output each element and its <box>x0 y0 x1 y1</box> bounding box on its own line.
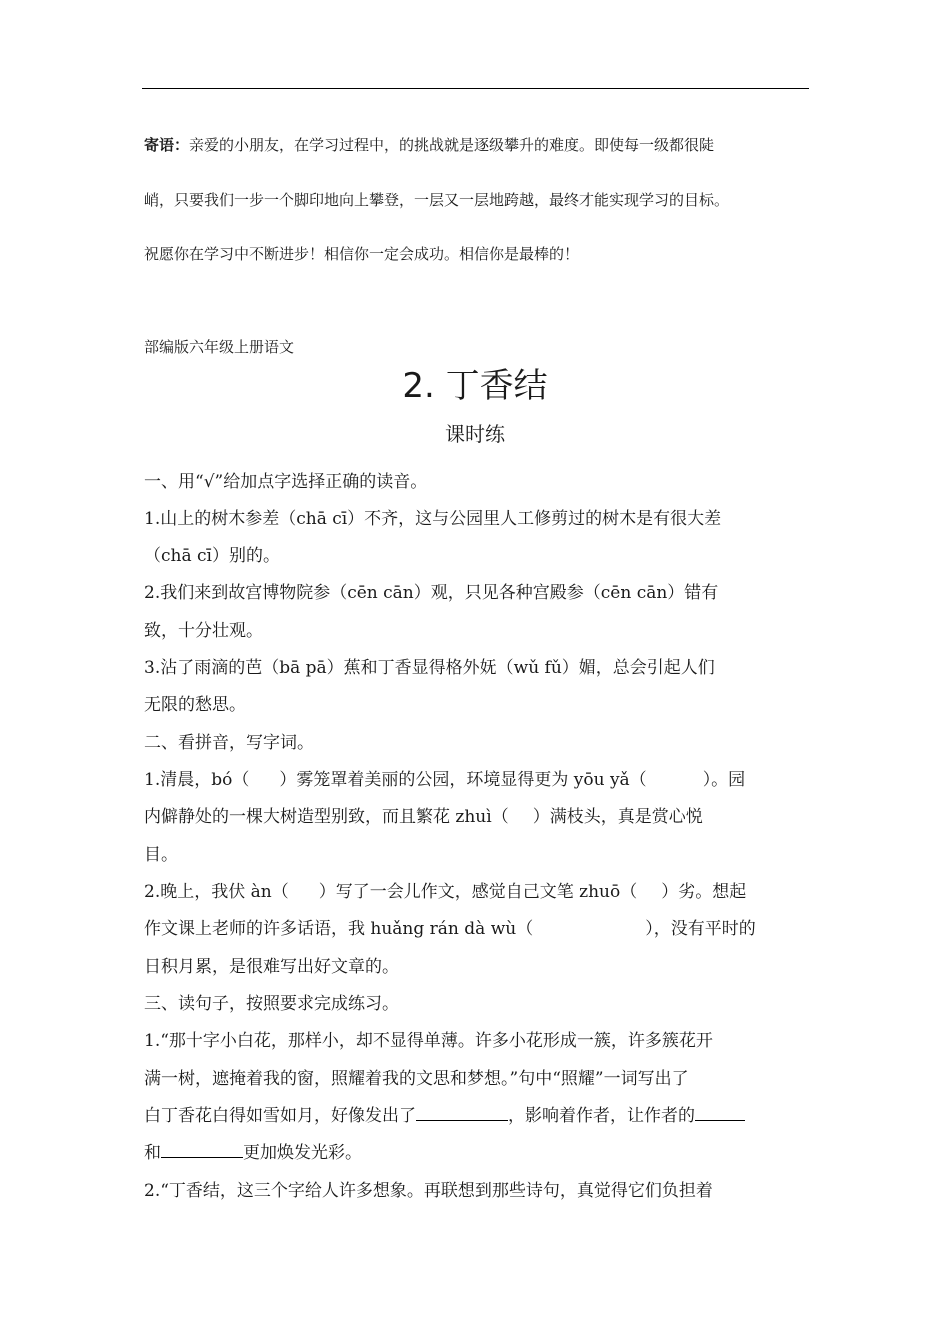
section3-heading: 三、读句子，按照要求完成练习。 <box>144 994 399 1014</box>
motto-line-2: 峭，只要我们一步一个脚印地向上攀登，一层又一层地跨越，最终才能实现学习的目标。 <box>144 191 730 209</box>
motto-line-3: 祝愿你在学习中不断进步！相信你一定会成功。相信你是最棒的！ <box>144 245 580 263</box>
header-rule <box>142 88 809 89</box>
motto-label: 寄语： <box>144 136 190 154</box>
section1-q1-line1: 1.山上的树木参差（chā cī）不齐，这与公园里人工修剪过的树木是有很大差 <box>144 509 722 529</box>
section2-q2-line2: 作文课上老师的许多话语，我 huǎng rán dà wù（ ），没有平时的 <box>144 919 756 939</box>
section1-q2-line2: 致，十分壮观。 <box>144 621 263 641</box>
answer-blank[interactable] <box>695 1104 745 1121</box>
section1-heading: 一、用“√”给加点字选择正确的读音。 <box>144 472 428 492</box>
section2-q1-line2: 内僻静处的一棵大树造型别致，而且繁花 zhuì（ ）满枝头，真是赏心悦 <box>144 807 703 827</box>
section3-q2-line1: 2.“丁香结，这三个字给人许多想象。再联想到那些诗句，真觉得它们负担着 <box>144 1181 713 1201</box>
section1-q1-line2: （chā cī）别的。 <box>144 546 280 566</box>
section1-q2-line1: 2.我们来到故宫博物院参（cēn cān）观，只见各种宫殿参（cēn cān）错有 <box>144 583 719 603</box>
lesson-subtitle: 课时练 <box>445 422 505 446</box>
section3-q1-line1: 1.“那十字小白花，那样小，却不显得单薄。许多小花形成一簇，许多簇花开 <box>144 1031 713 1051</box>
section1-q3-line2: 无限的愁思。 <box>144 695 246 715</box>
section3-q1-line4: 和 更加焕发光彩。 <box>144 1143 362 1163</box>
course-label: 部编版六年级上册语文 <box>144 338 295 356</box>
lesson-title: 2. 丁香结 <box>402 366 548 406</box>
section2-heading: 二、看拼音，写字词。 <box>144 733 314 753</box>
section3-q1-line2: 满一树，遮掩着我的窗，照耀着我的文思和梦想。”句中“照耀”一词写出了 <box>144 1069 689 1089</box>
answer-blank[interactable] <box>161 1141 243 1158</box>
section1-q3-line1: 3.沾了雨滴的芭（bā pā）蕉和丁香显得格外妩（wǔ fǔ）媚，总会引起人们 <box>144 658 715 678</box>
section2-q1-line1: 1.清晨，bó（ ）雾笼罩着美丽的公园，环境显得更为 yōu yǎ（ ）。园 <box>144 770 746 790</box>
section2-q2-line1: 2.晚上，我伏 àn（ ）写了一会儿作文，感觉自己文笔 zhuō（ ）劣。想起 <box>144 882 747 902</box>
answer-blank[interactable] <box>416 1104 508 1121</box>
motto-line-1: 寄语：亲爱的小朋友，在学习过程中，的挑战就是逐级攀升的难度。即使每一级都很陡 <box>144 136 715 154</box>
section2-q2-line3: 日积月累，是很难写出好文章的。 <box>144 957 399 977</box>
section2-q1-line3: 目。 <box>144 845 178 865</box>
section3-q1-line3: 白丁香花白得如雪如月，好像发出了 ，影响着作者，让作者的 <box>144 1101 745 1126</box>
